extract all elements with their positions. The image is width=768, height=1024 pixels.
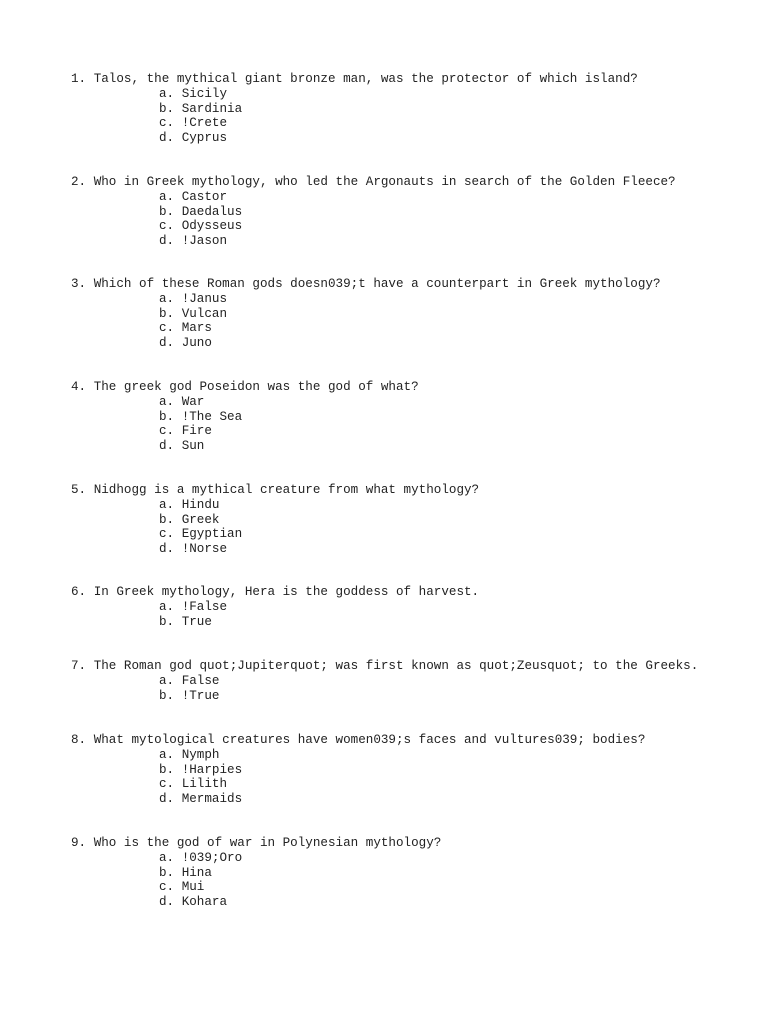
answer-option xyxy=(71,600,761,615)
question-text xyxy=(71,380,761,395)
question-text xyxy=(71,585,761,600)
option-text: Juno xyxy=(181,336,212,351)
option-text: Mermaids xyxy=(181,792,243,807)
question-number: 5. xyxy=(71,483,87,497)
option-text: !Janus xyxy=(181,292,228,306)
option-text: Lilith xyxy=(181,777,228,792)
question-prompt: Who in Greek mythology, who led the Argonauts in search of the Golden Fleece? xyxy=(93,175,676,189)
option-letter: c. xyxy=(159,321,175,336)
option-letter: b. xyxy=(159,865,175,880)
option-letter: b. xyxy=(159,688,175,703)
option-letter: d. xyxy=(159,542,175,557)
question-number: 3. xyxy=(71,277,87,291)
question-number: 7. xyxy=(71,659,87,673)
answer-option xyxy=(71,205,761,220)
option-letter: a. xyxy=(159,600,175,614)
answer-option xyxy=(71,527,761,542)
answer-option xyxy=(71,424,761,439)
answer-option xyxy=(71,321,761,336)
answer-option xyxy=(71,748,761,763)
answer-option xyxy=(71,880,761,895)
option-text: Sicily xyxy=(181,87,228,101)
option-text: Fire xyxy=(181,424,212,439)
question-9 xyxy=(71,836,761,910)
option-text: !Norse xyxy=(181,542,228,557)
option-letter: d. xyxy=(159,439,175,454)
option-text: Sun xyxy=(181,439,205,454)
option-text: Mui xyxy=(181,880,205,895)
option-letter: d. xyxy=(159,895,175,910)
answer-option xyxy=(71,395,761,410)
option-text: Castor xyxy=(181,190,228,204)
question-number: 4. xyxy=(71,380,87,394)
answer-option xyxy=(71,792,761,807)
option-text: Sardinia xyxy=(181,101,243,116)
question-prompt: Nidhogg is a mythical creature from what mythology? xyxy=(93,483,480,497)
question-text xyxy=(71,659,761,674)
question-prompt: Which of these Roman gods doesn039;t have a counterpart in Greek mythology? xyxy=(93,277,661,291)
question-prompt: Who is the god of war in Polynesian mythology? xyxy=(93,836,442,850)
option-letter: a. xyxy=(159,395,175,409)
answer-option xyxy=(71,763,761,778)
answer-option xyxy=(71,292,761,307)
option-letter: a. xyxy=(159,292,175,306)
answer-option xyxy=(71,777,761,792)
question-number: 1. xyxy=(71,72,87,86)
question-text xyxy=(71,175,761,190)
option-letter: b. xyxy=(159,512,175,527)
question-text xyxy=(71,836,761,851)
answer-option xyxy=(71,542,761,557)
option-letter: d. xyxy=(159,234,175,249)
option-letter: a. xyxy=(159,87,175,101)
option-letter: c. xyxy=(159,116,175,131)
option-text: Daedalus xyxy=(181,204,243,219)
answer-option xyxy=(71,866,761,881)
answer-option xyxy=(71,336,761,351)
question-number: 8. xyxy=(71,733,87,747)
option-letter: c. xyxy=(159,527,175,542)
answer-option xyxy=(71,439,761,454)
answer-option xyxy=(71,689,761,704)
option-text: Hina xyxy=(181,865,212,880)
option-text: Odysseus xyxy=(181,219,243,234)
answer-option xyxy=(71,674,761,689)
question-text xyxy=(71,733,761,748)
answer-option xyxy=(71,307,761,322)
option-letter: d. xyxy=(159,131,175,146)
answer-option xyxy=(71,410,761,425)
option-text: !039;Oro xyxy=(181,851,243,865)
question-number: 2. xyxy=(71,175,87,189)
option-letter: b. xyxy=(159,762,175,777)
option-letter: a. xyxy=(159,498,175,512)
option-text: Mars xyxy=(181,321,212,336)
option-text: !The Sea xyxy=(181,409,243,424)
option-letter: a. xyxy=(159,851,175,865)
question-5 xyxy=(71,483,761,557)
answer-option xyxy=(71,102,761,117)
answer-option xyxy=(71,234,761,249)
answer-option xyxy=(71,190,761,205)
question-4 xyxy=(71,380,761,454)
question-2 xyxy=(71,175,761,249)
option-text: True xyxy=(181,614,212,629)
option-text: Greek xyxy=(181,512,220,527)
question-number: 9. xyxy=(71,836,87,850)
question-prompt: In Greek mythology, Hera is the goddess of harvest. xyxy=(93,585,480,599)
question-text xyxy=(71,483,761,498)
answer-option xyxy=(71,513,761,528)
option-text: Nymph xyxy=(181,748,220,762)
question-prompt: The greek god Poseidon was the god of what? xyxy=(93,380,419,394)
question-text xyxy=(71,277,761,292)
option-text: !False xyxy=(181,600,228,614)
option-text: Egyptian xyxy=(181,527,243,542)
option-text: !Crete xyxy=(181,116,228,131)
option-letter: c. xyxy=(159,424,175,439)
option-letter: b. xyxy=(159,204,175,219)
option-text: Cyprus xyxy=(181,131,228,146)
option-letter: b. xyxy=(159,101,175,116)
option-text: !True xyxy=(181,688,220,703)
answer-option xyxy=(71,851,761,866)
question-3 xyxy=(71,277,761,351)
option-letter: d. xyxy=(159,792,175,807)
question-7 xyxy=(71,659,761,703)
question-prompt: Talos, the mythical giant bronze man, was the protector of which island? xyxy=(93,72,638,86)
option-letter: d. xyxy=(159,336,175,351)
answer-option xyxy=(71,498,761,513)
option-text: Vulcan xyxy=(181,306,228,321)
question-number: 6. xyxy=(71,585,87,599)
option-text: !Harpies xyxy=(181,762,243,777)
answer-option xyxy=(71,615,761,630)
option-letter: c. xyxy=(159,880,175,895)
option-letter: b. xyxy=(159,306,175,321)
question-1 xyxy=(71,72,761,146)
option-letter: a. xyxy=(159,190,175,204)
option-text: False xyxy=(181,674,220,688)
question-8 xyxy=(71,733,761,807)
answer-option xyxy=(71,116,761,131)
option-letter: b. xyxy=(159,614,175,629)
option-text: Hindu xyxy=(181,498,220,512)
question-text xyxy=(71,72,761,87)
option-letter: b. xyxy=(159,409,175,424)
answer-option xyxy=(71,895,761,910)
option-letter: c. xyxy=(159,219,175,234)
answer-option xyxy=(71,219,761,234)
option-text: !Jason xyxy=(181,234,228,249)
option-text: War xyxy=(181,395,205,409)
answer-option xyxy=(71,131,761,146)
answer-option xyxy=(71,87,761,102)
option-letter: a. xyxy=(159,674,175,688)
option-letter: c. xyxy=(159,777,175,792)
question-6 xyxy=(71,585,761,629)
option-letter: a. xyxy=(159,748,175,762)
option-text: Kohara xyxy=(181,895,228,910)
question-prompt: What mytological creatures have women039;s faces and vultures039; bodies? xyxy=(93,733,646,747)
question-prompt: The Roman god quot;Jupiterquot; was first known as quot;Zeusquot; to the Greeks. xyxy=(93,659,699,673)
